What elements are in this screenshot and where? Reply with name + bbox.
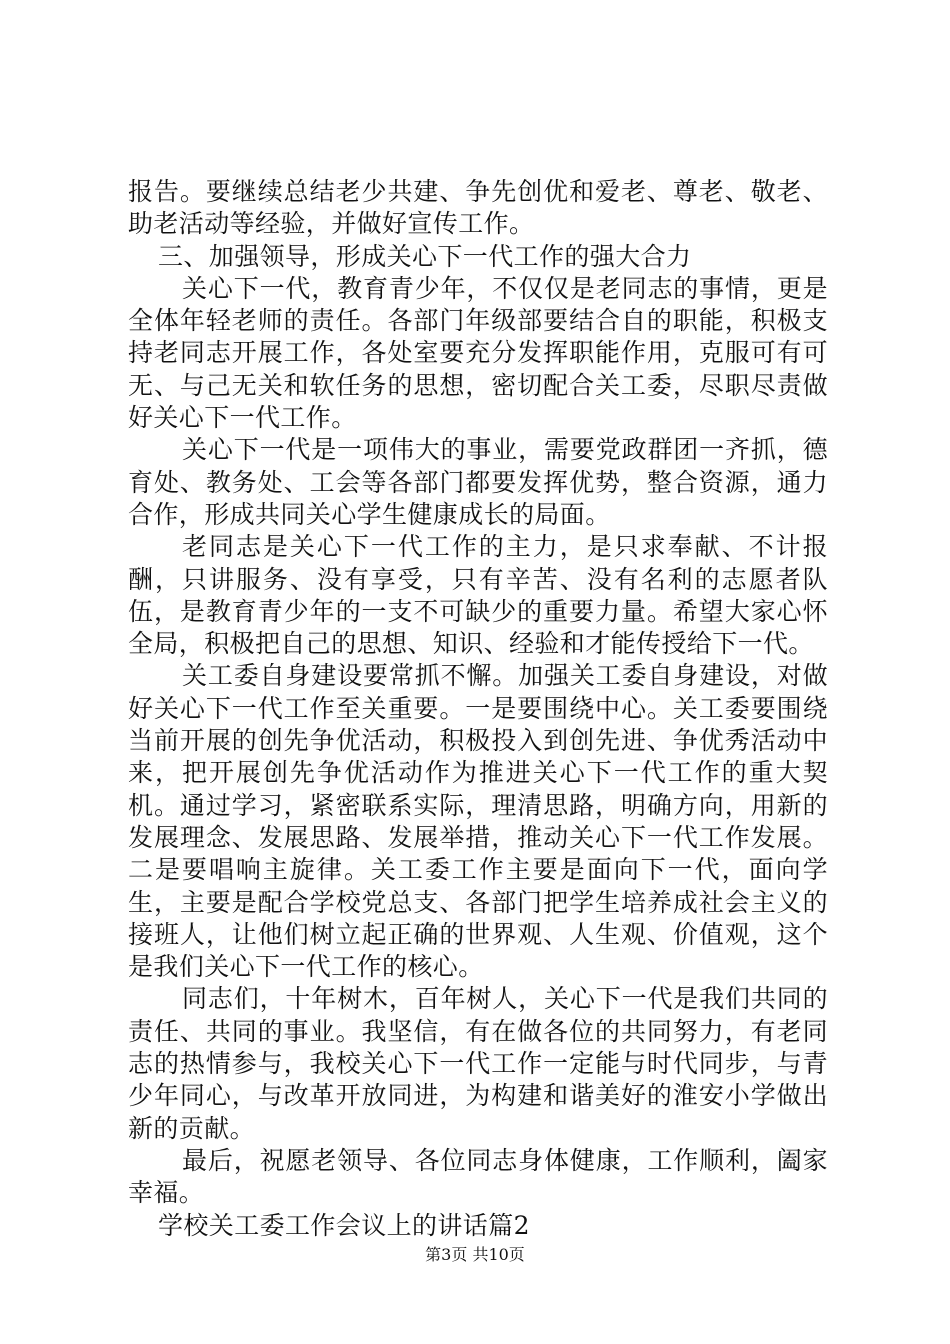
paragraph: 同志们，十年树木，百年树人，关心下一代是我们共同的责任、共同的事业。我坚信，有在做各位的共同努力，有老同志的热情参与，我校关心下一代工作一定能与时代同步，与青少年同心，与改革开放同进，为构建和谐美好的淮安小学做出新的贡献。 <box>128 984 828 1143</box>
paragraph: 关心下一代是一项伟大的事业，需要党政群团一齐抓，德育处、教务处、工会等各部门都要发挥优势，整合资源，通力合作，形成共同关心学生健康成长的局面。 <box>128 435 828 529</box>
paragraph-continuation: 报告。要继续总结老少共建、争先创优和爱老、尊老、敬老、助老活动等经验，并做好宣传工作。 <box>128 177 828 239</box>
paragraph: 最后，祝愿老领导、各位同志身体健康，工作顺利，阖家幸福。 <box>128 1145 828 1208</box>
paragraph: 老同志是关心下一代工作的主力，是只求奉献、不计报酬，只讲服务、没有享受，只有辛苦、没有名利的志愿者队伍，是教育青少年的一支不可缺少的重要力量。希望大家心怀全局，积极把自己的思想、知识、经验和才能传授给下一代。 <box>128 532 828 659</box>
paragraph: 关心下一代，教育青少年，不仅仅是老同志的事情，更是全体年轻老师的责任。各部门年级部要结合自的职能，积极支持老同志开展工作，各处室要充分发挥职能作用，克服可有可无、与己无关和软任务的思想，密切配合关工委，尽职尽责做好关心下一代工作。 <box>128 273 828 433</box>
document-body <box>128 176 828 1242</box>
page-number-footer: 第3页 共10页 <box>425 1245 525 1264</box>
next-article-title: 学校关工委工作会议上的讲话篇2 <box>158 1210 530 1240</box>
paragraph: 关工委自身建设要常抓不懈。加强关工委自身建设，对做好关心下一代工作至关重要。一是要围绕中心。关工委要围绕当前开展的创先争优活动，积极投入到创先进、争优秀活动中来，把开展创先争优活动作为推进关心下一代工作的重大契机。通过学习，紧密联系实际，理清思路，明确方向，用新的发展理念、发展思路、发展举措，推动关心下一代工作发展。二是要唱响主旋律。关工委工作主要是面向下一代，面向学生，主要是配合学校党总支、各部门把学生培养成社会主义的接班人，让他们树立起正确的世界观、人生观、价值观，这个是我们关心下一代工作的核心。 <box>128 661 828 982</box>
section-heading: 三、加强领导，形成关心下一代工作的强大合力 <box>158 241 692 271</box>
